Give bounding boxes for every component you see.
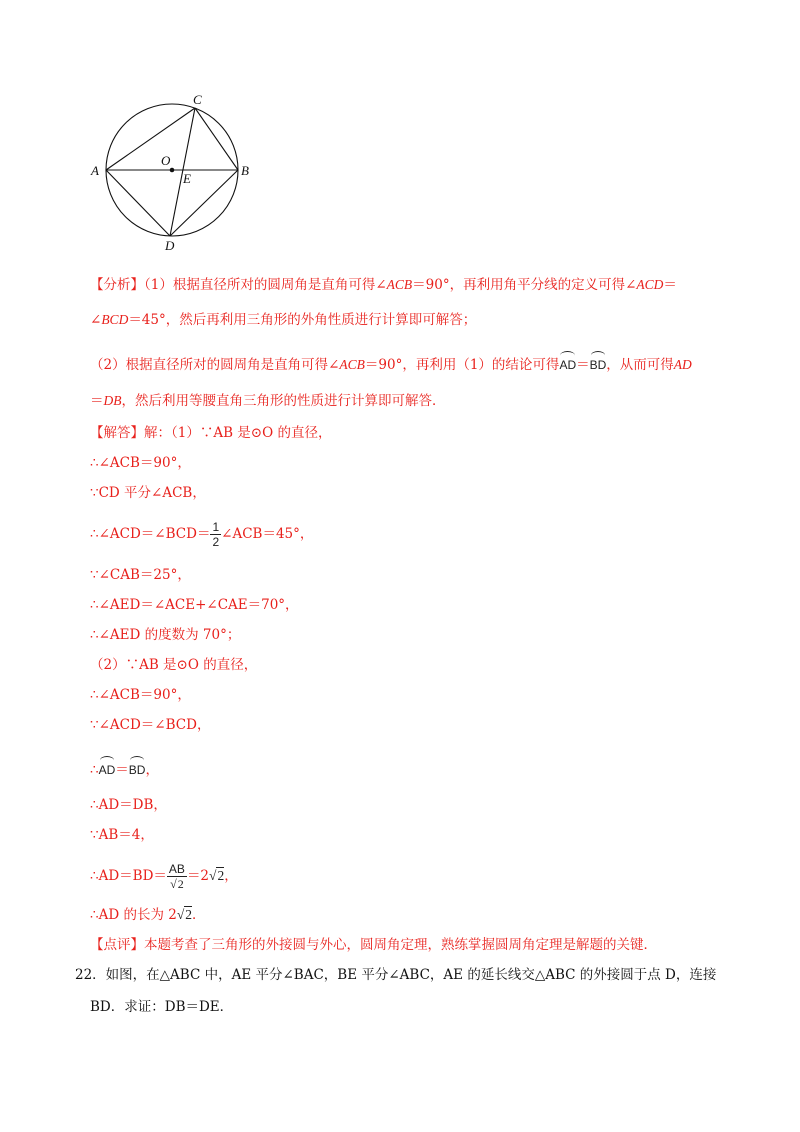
question-22-line-1: 22．如图，在△ABC 中，AE 平分∠BAC，BE 平分∠ABC，AE 的延长线交△ABC 的外接圆于点 D，连接 xyxy=(75,967,717,983)
solution-line-13: ∵AB＝4， xyxy=(90,827,154,843)
solution-line-1: 【解答】解：（1）∵AB 是⊙O 的直径， xyxy=(90,425,332,441)
arc-ad: AD xyxy=(99,756,116,779)
sqrt-symbol: √2 xyxy=(209,868,225,883)
solution-line-6: ∴∠AED＝∠ACE+∠CAE＝70°， xyxy=(90,597,299,613)
sqrt-symbol: √2 xyxy=(176,907,193,922)
label-d: D xyxy=(165,238,175,253)
solution-line-2: ∴∠ACB＝90°， xyxy=(90,455,191,471)
analysis-line-3: （2）根据直径所对的圆周角是直角可得∠ACB＝90°，再利用（1）的结论可得AD＝BD，从而可得AD xyxy=(90,351,692,374)
analysis-line-2: ∠BCD＝45°，然后再利用三角形的外角性质进行计算即可解答； xyxy=(90,312,477,328)
chord-ac xyxy=(106,108,195,170)
arc-bd: BD xyxy=(129,756,146,779)
solution-line-8: （2）∵AB 是⊙O 的直径， xyxy=(90,657,258,673)
solution-line-10: ∵∠ACD＝∠BCD， xyxy=(90,717,211,733)
label-o: O xyxy=(161,153,171,168)
solution-line-3: ∵CD 平分∠ACB， xyxy=(90,485,206,501)
comment-line: 【点评】本题考查了三角形的外接圆与外心，圆周角定理，熟练掌握圆周角定理是解题的关键． xyxy=(90,937,657,953)
arc-bd: BD xyxy=(590,351,607,374)
question-22-line-2: BD．求证：DB＝DE． xyxy=(90,999,234,1015)
solution-line-9: ∴∠ACB＝90°， xyxy=(90,687,191,703)
sqrt-symbol: √2 xyxy=(170,877,184,891)
label-a: A xyxy=(91,163,99,178)
solution-tag: 【解答】 xyxy=(90,425,144,441)
comment-tag: 【点评】 xyxy=(90,937,144,953)
solution-line-5: ∵∠CAB＝25°， xyxy=(90,567,191,583)
label-c: C xyxy=(193,92,202,107)
solution-line-7: ∴∠AED 的度数为 70°； xyxy=(90,627,241,643)
analysis-tag: 【分析】 xyxy=(90,277,144,293)
analysis-line-1: 【分析】（1）根据直径所对的圆周角是直角可得∠ACB＝90°，再利用角平分线的定义可得∠ACD＝ xyxy=(90,277,677,293)
analysis-line-4: ＝DB，然后利用等腰直角三角形的性质进行计算即可解答． xyxy=(90,393,446,409)
fraction-half: $\frac{1}{2}$ xyxy=(212,520,220,549)
solution-line-4: ∴∠ACD＝∠BCD＝ $\frac{1}{2}$ ∠ACB＝45°， xyxy=(90,520,314,549)
label-b: B xyxy=(241,163,249,178)
fraction-ab-over-root2: $\frac{AB}{√2}$ xyxy=(168,862,185,891)
chord-db xyxy=(170,170,238,236)
center-point xyxy=(170,168,175,173)
chord-cb xyxy=(195,108,238,170)
solution-line-11: ∴AD＝BD， xyxy=(90,756,159,779)
circle-figure xyxy=(85,88,255,256)
label-e: E xyxy=(183,171,191,186)
solution-line-15: ∴AD 的长为 2√2． xyxy=(90,907,206,923)
solution-line-12: ∴AD＝DB， xyxy=(90,797,167,813)
arc-ad: AD xyxy=(559,351,576,374)
solution-line-14: ∴AD＝BD＝ $\frac{AB}{√2}$ ＝2√2， xyxy=(90,862,238,891)
